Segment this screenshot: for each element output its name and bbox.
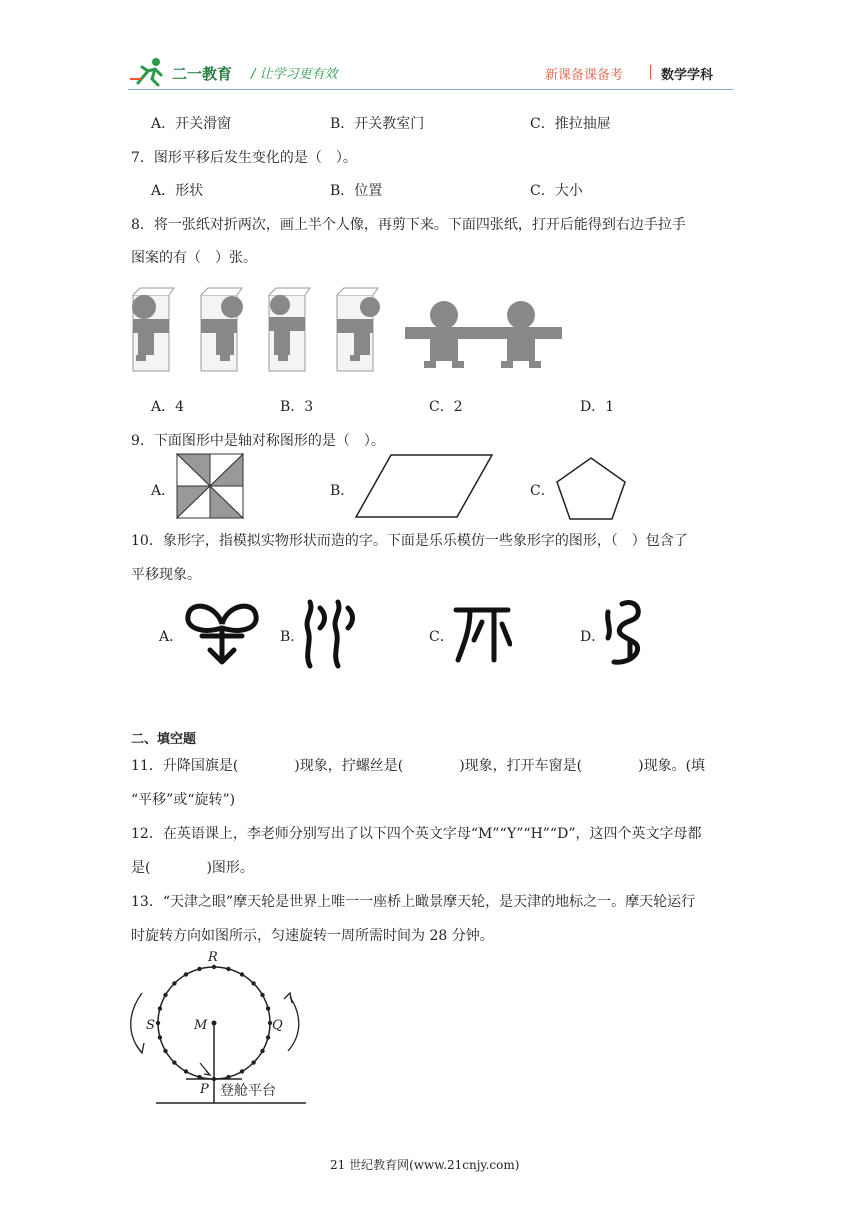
q7-stem: 7．图形平移后发生变化的是（ ）。	[131, 150, 357, 166]
q8-option-a: A．4	[151, 399, 185, 415]
q8-stem-line1: 8．将一张纸对折两次，画上半个人像，再剪下来。下面四张纸，打开后能得到右边手拉手	[131, 217, 686, 233]
pictograph-a-icon	[182, 598, 262, 668]
parallelogram-icon	[354, 453, 494, 519]
gondola-dot	[184, 972, 188, 976]
gondola-dot	[260, 1049, 264, 1053]
gondola-dot	[184, 1069, 188, 1073]
folded-paper-c-icon	[269, 288, 310, 371]
label-s: S	[146, 1018, 155, 1033]
gondola-dot	[240, 1069, 244, 1073]
page-header	[128, 55, 733, 91]
gondola-dot	[212, 965, 216, 969]
q6-option-a: A．开关滑窗	[151, 116, 232, 132]
label-p: P	[200, 1082, 209, 1097]
q8-figure	[130, 285, 570, 380]
gondola-dot	[226, 967, 230, 971]
slogan: / 让学习更有效	[251, 67, 338, 82]
gondola-dot	[163, 1049, 167, 1053]
q7-option-a: A．形状	[151, 183, 204, 199]
gondola-dot	[251, 981, 255, 985]
label-platform: 登舱平台	[220, 1083, 276, 1099]
q6-option-c: C．推拉抽屉	[530, 116, 611, 132]
gondola-dot	[158, 1006, 162, 1010]
logo-runner-icon	[128, 57, 170, 87]
q8-option-d: D．1	[580, 399, 615, 415]
q12-stem-line2: 是( )图形。	[131, 860, 254, 876]
header-tagline: 新课备课备考	[545, 68, 624, 83]
q13-stem-line2: 时旋转方向如图所示，匀速旋转一周所需时间为 28 分钟。	[131, 928, 494, 944]
q9-label-c: C．	[530, 483, 555, 499]
page-footer: 21 世纪教育网(www.21cnjy.com)	[330, 1158, 520, 1172]
folded-paper-d-icon	[337, 288, 380, 371]
pentagon-icon	[554, 455, 628, 521]
pinwheel-icon	[176, 453, 244, 519]
q10-stem-line2: 平移现象。	[131, 567, 201, 583]
q10-label-c: C．	[429, 629, 454, 645]
logo-text: 二一教育	[172, 65, 233, 83]
gondola-dot	[240, 972, 244, 976]
q7-option-c: C．大小	[530, 183, 583, 199]
header-rule	[128, 89, 733, 90]
q9-label-b: B．	[330, 483, 355, 499]
ferris-wheel-diagram	[120, 945, 320, 1110]
q8-stem-line2: 图案的有（ ）张。	[131, 250, 257, 266]
header-subject: 数学学科	[661, 68, 714, 83]
gondola-dot	[163, 993, 167, 997]
q9-label-a: A．	[151, 483, 176, 499]
pictograph-c-icon	[452, 600, 512, 666]
section-title: 二、填空题	[131, 732, 197, 747]
gondola-dot	[172, 1060, 176, 1064]
q11-stem-line2: “平移”或“旋转”)	[131, 792, 236, 808]
q10-stem-line1: 10．象形字，指模拟实物形状而造的字。下面是乐乐模仿一些象形字的图形，（ ）包含了	[131, 533, 688, 549]
gondola-dot	[172, 981, 176, 985]
folded-paper-b-icon	[201, 288, 243, 371]
gondola-dot	[197, 967, 201, 971]
folded-paper-a-icon	[132, 288, 174, 371]
label-q: Q	[272, 1018, 283, 1033]
q8-option-b: B．3	[280, 399, 314, 415]
label-m: M	[194, 1018, 208, 1033]
q10-label-d: D．	[580, 629, 606, 645]
label-r: R	[208, 950, 218, 965]
gondola-dot	[260, 993, 264, 997]
q6-option-b: B．开关教室门	[330, 116, 425, 132]
pictograph-d-icon	[600, 598, 650, 668]
q13-stem-line1: 13．“天津之眼”摩天轮是世界上唯一一座桥上瞰景摩天轮，是天津的地标之一。摩天轮运行	[131, 894, 696, 910]
q11-stem-line1: 11．升降国旗是( )现象，拧螺丝是( )现象，打开车窗是( )现象。(填	[131, 758, 706, 774]
gondola-dot	[251, 1060, 255, 1064]
q7-option-b: B．位置	[330, 183, 383, 199]
hand-in-hand-pattern-icon	[405, 301, 562, 368]
q9-stem: 9．下面图形中是轴对称图形的是（ ）。	[131, 433, 385, 449]
gondola-dot	[266, 1006, 270, 1010]
q10-label-a: A．	[159, 629, 184, 645]
header-divider	[650, 65, 651, 79]
q8-option-c: C．2	[429, 399, 463, 415]
pictograph-b-icon	[300, 598, 360, 670]
q10-label-b: B．	[280, 629, 305, 645]
q12-stem-line1: 12．在英语课上，李老师分别写出了以下四个英文字母“M”“Y”“H”“D”，这四个英文字母都	[131, 826, 702, 842]
gondola-dot	[156, 1021, 160, 1025]
gondola-dot	[266, 1035, 270, 1039]
gondola-dot	[158, 1035, 162, 1039]
